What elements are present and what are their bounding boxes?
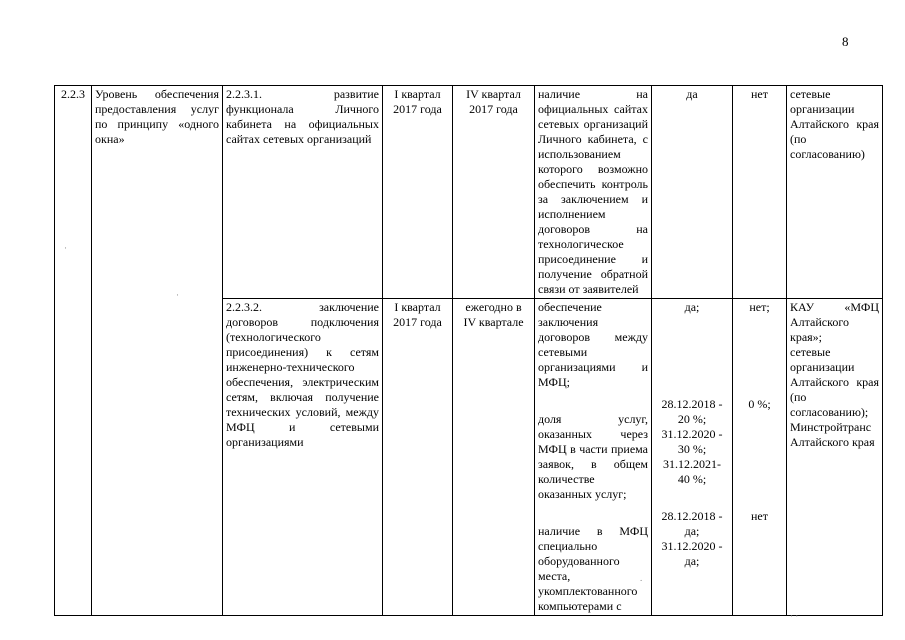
- scan-speck: ·: [176, 290, 179, 300]
- code-cell: 2.2.3: [55, 86, 92, 616]
- table-row: [55, 86, 883, 299]
- responsible-text-1: КАУ «МФЦ Алтайского края»;: [790, 300, 879, 344]
- measures-table: [54, 85, 883, 616]
- start-text: I квартал 2017 года: [393, 87, 442, 116]
- start-cell: [383, 86, 453, 299]
- target-text-2: 28.12.2018 - 20 %; 31.12.2020 - 30 %; 31.12.2021- 40 %;: [661, 397, 723, 486]
- criterion-text-1: обеспечение заключения договоров между сетевыми организациями и МФЦ;: [538, 300, 648, 389]
- criterion-cell: наличие на официальных сайтах сетевых организаций Личного кабинета, с использованием которого возможно обеспечить контроль за заключением и исполнением договоров на технологическое присоединение и получение обратной связи от заявителей: [535, 86, 652, 299]
- criterion-text-2: доля услуг, оказанных через МФЦ в части приема заявок, в общем количестве оказанных услуг;: [538, 412, 648, 501]
- start-text: I квартал 2017 года: [393, 300, 442, 329]
- target-cell: [652, 299, 733, 616]
- indicator-cell: Уровень обеспечения предоставления услуг по принципу «одного окна»: [92, 86, 223, 616]
- current-text-3: нет: [751, 509, 768, 523]
- measure-cell: 2.2.3.2. заключение договоров подключения (технологического присоединения) к сетям инженерно-технического обеспечения, электрическим сетям, включая получение технических условий, между МФЦ и сетевыми организациями: [223, 299, 383, 616]
- responsible-cell: сетевые организации Алтайского края (по согласованию): [787, 86, 883, 299]
- scan-speck: .: [640, 573, 643, 583]
- criterion-text-3: наличие в МФЦ специально оборудованного места, укомплектованного компьютерами с: [538, 524, 648, 613]
- responsible-text-3: Минстройтранс Алтайского края: [790, 420, 875, 449]
- end-text: IV квартал 2017 года: [466, 87, 521, 116]
- responsible-cell: [787, 299, 883, 616]
- target-cell: да: [652, 86, 733, 299]
- start-cell: [383, 299, 453, 616]
- end-cell: [453, 299, 535, 616]
- target-text-3: 28.12.2018 - да; 31.12.2020 - да;: [661, 509, 723, 568]
- scan-speck: ·: [64, 243, 67, 253]
- page-number: 8: [842, 34, 849, 49]
- current-text-1: нет;: [749, 300, 770, 314]
- current-cell: нет: [733, 86, 787, 299]
- criterion-cell: [535, 299, 652, 616]
- measure-cell: 2.2.3.1. развитие функционала Личного кабинета на официальных сайтах сетевых организаций: [223, 86, 383, 299]
- responsible-text-2: сетевые организации Алтайского края (по согласованию);: [790, 345, 879, 419]
- end-cell: [453, 86, 535, 299]
- end-text: ежегодно в IV квартале: [463, 300, 524, 329]
- scan-speck: · ·: [790, 611, 799, 621]
- target-text-1: да;: [684, 300, 700, 314]
- current-cell: [733, 299, 787, 616]
- current-text-2: 0 %;: [748, 397, 771, 411]
